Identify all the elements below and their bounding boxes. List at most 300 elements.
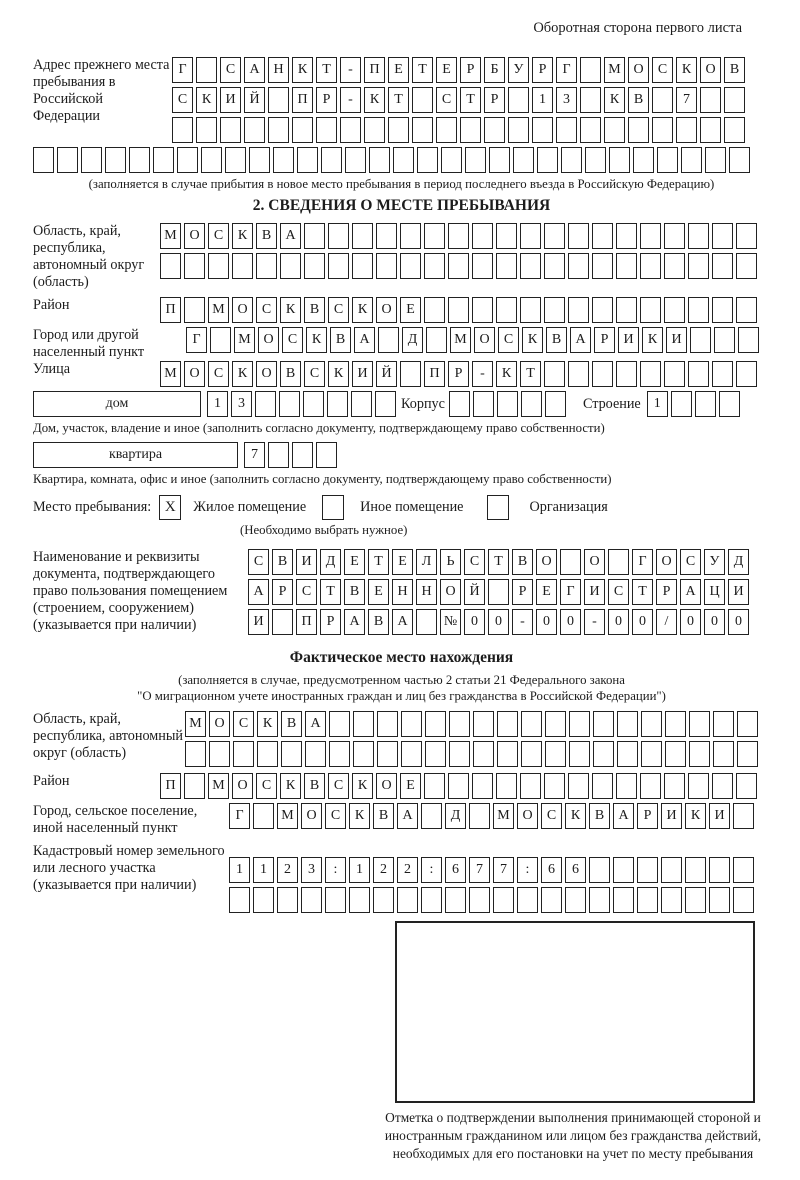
char-cell[interactable]: Р xyxy=(272,579,293,605)
char-cell[interactable] xyxy=(449,741,470,767)
char-cell[interactable]: Т xyxy=(368,549,389,575)
char-cell[interactable]: А xyxy=(248,579,269,605)
char-cell[interactable] xyxy=(613,857,634,883)
char-cell[interactable]: Г xyxy=(172,57,193,83)
char-cell[interactable] xyxy=(544,361,565,387)
char-cell[interactable] xyxy=(664,361,685,387)
char-cell[interactable]: П xyxy=(160,297,181,323)
char-cell[interactable]: Е xyxy=(400,773,421,799)
char-cell[interactable]: К xyxy=(522,327,543,353)
char-cell[interactable] xyxy=(277,887,298,913)
char-cell[interactable] xyxy=(520,297,541,323)
char-cell[interactable]: 3 xyxy=(231,391,252,417)
char-cell[interactable] xyxy=(416,609,437,635)
char-cell[interactable] xyxy=(329,711,350,737)
char-cell[interactable]: 6 xyxy=(445,857,466,883)
char-cell[interactable]: О xyxy=(440,579,461,605)
char-cell[interactable] xyxy=(736,297,757,323)
char-cell[interactable]: О xyxy=(376,773,397,799)
char-cell[interactable]: О xyxy=(517,803,538,829)
char-cell[interactable]: 0 xyxy=(728,609,749,635)
char-cell[interactable]: М xyxy=(277,803,298,829)
char-cell[interactable] xyxy=(388,117,409,143)
char-cell[interactable] xyxy=(736,253,757,279)
char-cell[interactable]: И xyxy=(352,361,373,387)
char-cell[interactable]: № xyxy=(440,609,461,635)
char-cell[interactable] xyxy=(738,327,759,353)
char-cell[interactable] xyxy=(616,223,637,249)
char-cell[interactable] xyxy=(569,711,590,737)
char-cell[interactable] xyxy=(713,741,734,767)
char-cell[interactable] xyxy=(508,117,529,143)
char-cell[interactable] xyxy=(421,887,442,913)
char-cell[interactable] xyxy=(57,147,78,173)
char-cell[interactable]: 6 xyxy=(541,857,562,883)
char-cell[interactable] xyxy=(496,773,517,799)
char-cell[interactable] xyxy=(664,773,685,799)
char-cell[interactable] xyxy=(448,253,469,279)
char-cell[interactable]: П xyxy=(160,773,181,799)
char-cell[interactable] xyxy=(469,803,490,829)
char-cell[interactable] xyxy=(210,327,231,353)
char-cell[interactable] xyxy=(688,773,709,799)
char-cell[interactable]: К xyxy=(496,361,517,387)
char-cell[interactable] xyxy=(441,147,462,173)
char-cell[interactable] xyxy=(729,147,750,173)
char-cell[interactable] xyxy=(160,253,181,279)
char-cell[interactable] xyxy=(604,117,625,143)
char-cell[interactable] xyxy=(521,711,542,737)
char-cell[interactable] xyxy=(316,117,337,143)
char-cell[interactable] xyxy=(364,117,385,143)
char-cell[interactable]: А xyxy=(280,223,301,249)
char-cell[interactable]: В xyxy=(256,223,277,249)
char-cell[interactable]: С xyxy=(498,327,519,353)
char-cell[interactable]: С xyxy=(328,297,349,323)
char-cell[interactable]: Д xyxy=(402,327,423,353)
char-cell[interactable] xyxy=(496,253,517,279)
char-cell[interactable]: - xyxy=(340,57,361,83)
char-cell[interactable] xyxy=(517,887,538,913)
char-cell[interactable] xyxy=(369,147,390,173)
char-cell[interactable]: К xyxy=(280,773,301,799)
char-cell[interactable]: С xyxy=(172,87,193,113)
char-cell[interactable]: Е xyxy=(436,57,457,83)
char-cell[interactable]: С xyxy=(304,361,325,387)
char-cell[interactable] xyxy=(676,117,697,143)
char-cell[interactable] xyxy=(544,297,565,323)
char-cell[interactable] xyxy=(472,253,493,279)
char-cell[interactable] xyxy=(685,857,706,883)
char-cell[interactable]: Н xyxy=(268,57,289,83)
char-cell[interactable]: С xyxy=(282,327,303,353)
char-cell[interactable]: К xyxy=(292,57,313,83)
char-cell[interactable] xyxy=(377,711,398,737)
char-cell[interactable]: Е xyxy=(388,57,409,83)
char-cell[interactable]: В xyxy=(281,711,302,737)
char-cell[interactable] xyxy=(325,887,346,913)
char-cell[interactable] xyxy=(689,741,710,767)
char-cell[interactable]: У xyxy=(508,57,529,83)
char-cell[interactable]: И xyxy=(661,803,682,829)
char-cell[interactable] xyxy=(496,223,517,249)
char-cell[interactable] xyxy=(513,147,534,173)
char-cell[interactable]: : xyxy=(517,857,538,883)
char-cell[interactable]: 6 xyxy=(565,857,586,883)
char-cell[interactable]: Б xyxy=(484,57,505,83)
char-cell[interactable]: Р xyxy=(316,87,337,113)
char-cell[interactable]: П xyxy=(364,57,385,83)
char-cell[interactable]: Е xyxy=(368,579,389,605)
char-cell[interactable]: 0 xyxy=(560,609,581,635)
char-cell[interactable] xyxy=(713,711,734,737)
char-cell[interactable] xyxy=(316,442,337,468)
char-cell[interactable]: Е xyxy=(536,579,557,605)
char-cell[interactable]: В xyxy=(373,803,394,829)
char-cell[interactable] xyxy=(585,147,606,173)
char-cell[interactable]: П xyxy=(296,609,317,635)
checkbox-residential[interactable]: X xyxy=(159,495,181,520)
char-cell[interactable] xyxy=(544,253,565,279)
char-cell[interactable]: В xyxy=(628,87,649,113)
char-cell[interactable]: М xyxy=(160,361,181,387)
char-cell[interactable] xyxy=(640,297,661,323)
char-cell[interactable] xyxy=(417,147,438,173)
char-cell[interactable]: К xyxy=(565,803,586,829)
char-cell[interactable]: Г xyxy=(632,549,653,575)
char-cell[interactable] xyxy=(652,87,673,113)
char-cell[interactable]: С xyxy=(464,549,485,575)
char-cell[interactable] xyxy=(737,741,758,767)
char-cell[interactable]: К xyxy=(676,57,697,83)
char-cell[interactable]: Е xyxy=(392,549,413,575)
char-cell[interactable] xyxy=(448,223,469,249)
char-cell[interactable]: Ь xyxy=(440,549,461,575)
char-cell[interactable]: О xyxy=(184,223,205,249)
char-cell[interactable]: Т xyxy=(316,57,337,83)
char-cell[interactable]: К xyxy=(352,773,373,799)
char-cell[interactable] xyxy=(378,327,399,353)
char-cell[interactable]: С xyxy=(680,549,701,575)
char-cell[interactable]: Д xyxy=(728,549,749,575)
char-cell[interactable]: В xyxy=(330,327,351,353)
char-cell[interactable]: К xyxy=(196,87,217,113)
char-cell[interactable] xyxy=(705,147,726,173)
char-cell[interactable]: Р xyxy=(656,579,677,605)
char-cell[interactable] xyxy=(253,803,274,829)
char-cell[interactable]: 1 xyxy=(229,857,250,883)
char-cell[interactable] xyxy=(268,117,289,143)
char-cell[interactable] xyxy=(700,117,721,143)
char-cell[interactable] xyxy=(185,741,206,767)
char-cell[interactable] xyxy=(736,773,757,799)
char-cell[interactable]: А xyxy=(344,609,365,635)
char-cell[interactable] xyxy=(592,223,613,249)
char-cell[interactable] xyxy=(665,741,686,767)
char-cell[interactable] xyxy=(400,361,421,387)
char-cell[interactable]: О xyxy=(256,361,277,387)
char-cell[interactable]: 7 xyxy=(676,87,697,113)
char-cell[interactable] xyxy=(184,773,205,799)
char-cell[interactable] xyxy=(580,117,601,143)
char-cell[interactable] xyxy=(297,147,318,173)
char-cell[interactable] xyxy=(81,147,102,173)
char-cell[interactable]: С xyxy=(608,579,629,605)
char-cell[interactable] xyxy=(640,361,661,387)
char-cell[interactable] xyxy=(281,741,302,767)
char-cell[interactable] xyxy=(129,147,150,173)
char-cell[interactable] xyxy=(172,117,193,143)
char-cell[interactable] xyxy=(497,741,518,767)
char-cell[interactable] xyxy=(273,147,294,173)
char-cell[interactable] xyxy=(303,391,324,417)
char-cell[interactable] xyxy=(580,57,601,83)
char-cell[interactable]: С xyxy=(208,361,229,387)
char-cell[interactable]: 1 xyxy=(532,87,553,113)
char-cell[interactable] xyxy=(652,117,673,143)
char-cell[interactable] xyxy=(733,803,754,829)
char-cell[interactable]: К xyxy=(352,297,373,323)
char-cell[interactable] xyxy=(664,223,685,249)
char-cell[interactable] xyxy=(472,297,493,323)
char-cell[interactable]: В xyxy=(368,609,389,635)
char-cell[interactable] xyxy=(520,223,541,249)
char-cell[interactable] xyxy=(445,887,466,913)
char-cell[interactable]: Т xyxy=(412,57,433,83)
char-cell[interactable] xyxy=(712,297,733,323)
char-cell[interactable]: 0 xyxy=(536,609,557,635)
char-cell[interactable] xyxy=(393,147,414,173)
char-cell[interactable] xyxy=(352,253,373,279)
char-cell[interactable] xyxy=(279,391,300,417)
char-cell[interactable]: А xyxy=(305,711,326,737)
char-cell[interactable]: 0 xyxy=(488,609,509,635)
char-cell[interactable]: Ц xyxy=(704,579,725,605)
char-cell[interactable]: 2 xyxy=(277,857,298,883)
char-cell[interactable] xyxy=(589,887,610,913)
checkbox-other-premises[interactable] xyxy=(322,495,344,520)
char-cell[interactable] xyxy=(497,711,518,737)
char-cell[interactable] xyxy=(565,887,586,913)
char-cell[interactable]: В xyxy=(304,297,325,323)
char-cell[interactable] xyxy=(568,253,589,279)
char-cell[interactable] xyxy=(233,741,254,767)
char-cell[interactable] xyxy=(196,57,217,83)
char-cell[interactable] xyxy=(695,391,716,417)
char-cell[interactable]: О xyxy=(700,57,721,83)
char-cell[interactable] xyxy=(353,711,374,737)
char-cell[interactable] xyxy=(448,773,469,799)
char-cell[interactable]: 7 xyxy=(244,442,265,468)
char-cell[interactable] xyxy=(665,711,686,737)
char-cell[interactable]: В xyxy=(724,57,745,83)
char-cell[interactable]: О xyxy=(209,711,230,737)
char-cell[interactable]: Р xyxy=(448,361,469,387)
char-cell[interactable] xyxy=(377,741,398,767)
char-cell[interactable] xyxy=(685,887,706,913)
char-cell[interactable]: Т xyxy=(388,87,409,113)
char-cell[interactable] xyxy=(469,887,490,913)
char-cell[interactable]: И xyxy=(728,579,749,605)
char-cell[interactable] xyxy=(640,223,661,249)
char-cell[interactable]: Т xyxy=(632,579,653,605)
char-cell[interactable] xyxy=(253,887,274,913)
char-cell[interactable]: А xyxy=(392,609,413,635)
char-cell[interactable] xyxy=(724,117,745,143)
char-cell[interactable] xyxy=(329,741,350,767)
char-cell[interactable] xyxy=(545,711,566,737)
char-cell[interactable] xyxy=(681,147,702,173)
char-cell[interactable] xyxy=(449,391,470,417)
char-cell[interactable] xyxy=(208,253,229,279)
char-cell[interactable] xyxy=(700,87,721,113)
char-cell[interactable]: 1 xyxy=(647,391,668,417)
char-cell[interactable]: С xyxy=(652,57,673,83)
char-cell[interactable] xyxy=(400,253,421,279)
char-cell[interactable]: Р xyxy=(637,803,658,829)
char-cell[interactable] xyxy=(301,887,322,913)
char-cell[interactable] xyxy=(545,741,566,767)
char-cell[interactable] xyxy=(448,297,469,323)
char-cell[interactable] xyxy=(616,297,637,323)
char-cell[interactable] xyxy=(628,117,649,143)
char-cell[interactable]: 7 xyxy=(493,857,514,883)
char-cell[interactable] xyxy=(177,147,198,173)
char-cell[interactable] xyxy=(375,391,396,417)
char-cell[interactable] xyxy=(425,711,446,737)
char-cell[interactable]: И xyxy=(618,327,639,353)
char-cell[interactable]: М xyxy=(493,803,514,829)
char-cell[interactable]: К xyxy=(232,223,253,249)
char-cell[interactable]: К xyxy=(604,87,625,113)
char-cell[interactable]: Й xyxy=(244,87,265,113)
char-cell[interactable]: О xyxy=(184,361,205,387)
char-cell[interactable]: 0 xyxy=(704,609,725,635)
char-cell[interactable]: В xyxy=(546,327,567,353)
char-cell[interactable] xyxy=(268,442,289,468)
char-cell[interactable]: Л xyxy=(416,549,437,575)
char-cell[interactable]: С xyxy=(328,773,349,799)
char-cell[interactable]: О xyxy=(301,803,322,829)
char-cell[interactable] xyxy=(305,741,326,767)
char-cell[interactable]: П xyxy=(424,361,445,387)
char-cell[interactable]: - xyxy=(472,361,493,387)
char-cell[interactable]: - xyxy=(512,609,533,635)
char-cell[interactable] xyxy=(616,253,637,279)
char-cell[interactable] xyxy=(376,253,397,279)
char-cell[interactable] xyxy=(472,773,493,799)
char-cell[interactable]: С xyxy=(325,803,346,829)
char-cell[interactable] xyxy=(489,147,510,173)
char-cell[interactable]: 3 xyxy=(301,857,322,883)
char-cell[interactable]: В xyxy=(512,549,533,575)
char-cell[interactable] xyxy=(424,253,445,279)
char-cell[interactable] xyxy=(537,147,558,173)
char-cell[interactable]: С xyxy=(233,711,254,737)
char-cell[interactable] xyxy=(488,579,509,605)
char-cell[interactable] xyxy=(657,147,678,173)
char-cell[interactable]: О xyxy=(232,297,253,323)
char-cell[interactable]: К xyxy=(306,327,327,353)
char-cell[interactable] xyxy=(256,253,277,279)
char-cell[interactable] xyxy=(349,887,370,913)
char-cell[interactable] xyxy=(688,253,709,279)
char-cell[interactable] xyxy=(616,361,637,387)
char-cell[interactable]: О xyxy=(628,57,649,83)
char-cell[interactable] xyxy=(520,253,541,279)
char-cell[interactable] xyxy=(688,361,709,387)
char-cell[interactable] xyxy=(472,223,493,249)
char-cell[interactable]: С xyxy=(208,223,229,249)
char-cell[interactable] xyxy=(351,391,372,417)
char-cell[interactable] xyxy=(412,87,433,113)
char-cell[interactable]: В xyxy=(272,549,293,575)
char-cell[interactable]: К xyxy=(364,87,385,113)
char-cell[interactable]: И xyxy=(584,579,605,605)
char-cell[interactable]: И xyxy=(709,803,730,829)
char-cell[interactable] xyxy=(400,223,421,249)
char-cell[interactable] xyxy=(592,773,613,799)
char-cell[interactable] xyxy=(617,741,638,767)
char-cell[interactable] xyxy=(640,773,661,799)
char-cell[interactable] xyxy=(671,391,692,417)
char-cell[interactable]: Р xyxy=(532,57,553,83)
char-cell[interactable] xyxy=(736,223,757,249)
char-cell[interactable] xyxy=(33,147,54,173)
char-cell[interactable] xyxy=(196,117,217,143)
char-cell[interactable]: Е xyxy=(344,549,365,575)
char-cell[interactable]: В xyxy=(304,773,325,799)
char-cell[interactable] xyxy=(712,223,733,249)
char-cell[interactable] xyxy=(688,223,709,249)
char-cell[interactable] xyxy=(304,253,325,279)
char-cell[interactable] xyxy=(568,223,589,249)
char-cell[interactable]: 2 xyxy=(397,857,418,883)
char-cell[interactable] xyxy=(690,327,711,353)
char-cell[interactable] xyxy=(733,857,754,883)
char-cell[interactable]: 1 xyxy=(207,391,228,417)
char-cell[interactable]: Г xyxy=(560,579,581,605)
char-cell[interactable] xyxy=(184,297,205,323)
char-cell[interactable]: Р xyxy=(594,327,615,353)
char-cell[interactable] xyxy=(737,711,758,737)
char-cell[interactable] xyxy=(426,327,447,353)
char-cell[interactable] xyxy=(521,741,542,767)
char-cell[interactable] xyxy=(688,297,709,323)
char-cell[interactable] xyxy=(229,887,250,913)
char-cell[interactable]: Н xyxy=(416,579,437,605)
char-cell[interactable]: Р xyxy=(484,87,505,113)
char-cell[interactable]: М xyxy=(234,327,255,353)
char-cell[interactable]: У xyxy=(704,549,725,575)
char-cell[interactable] xyxy=(508,87,529,113)
char-cell[interactable] xyxy=(449,711,470,737)
char-cell[interactable] xyxy=(397,887,418,913)
char-cell[interactable] xyxy=(321,147,342,173)
char-cell[interactable]: Й xyxy=(464,579,485,605)
char-cell[interactable] xyxy=(257,741,278,767)
char-cell[interactable] xyxy=(613,887,634,913)
char-cell[interactable] xyxy=(225,147,246,173)
char-cell[interactable]: М xyxy=(160,223,181,249)
char-cell[interactable] xyxy=(617,711,638,737)
char-cell[interactable] xyxy=(532,117,553,143)
char-cell[interactable] xyxy=(569,741,590,767)
char-cell[interactable] xyxy=(220,117,241,143)
char-cell[interactable]: : xyxy=(421,857,442,883)
char-cell[interactable]: Г xyxy=(186,327,207,353)
char-cell[interactable]: Н xyxy=(392,579,413,605)
